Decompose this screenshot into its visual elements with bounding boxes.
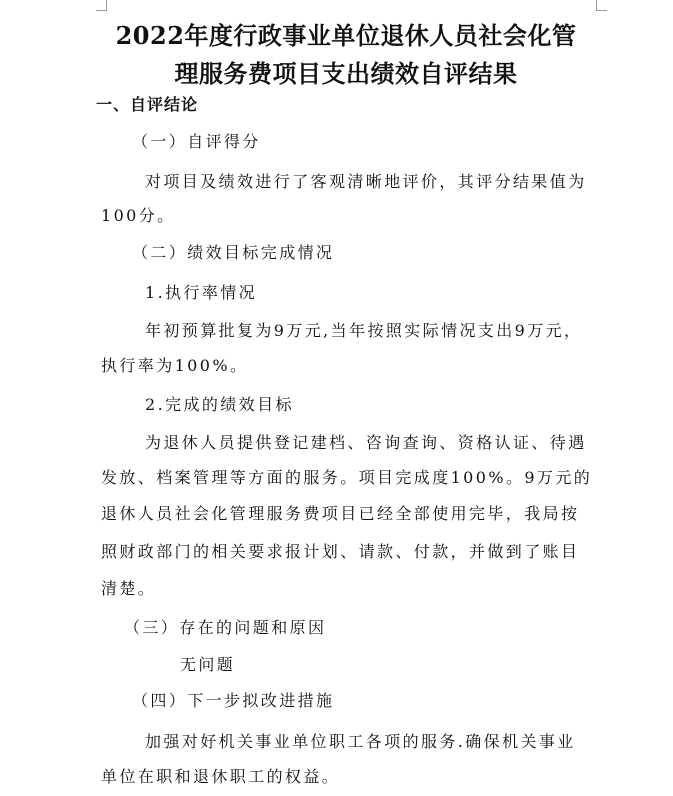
paragraph-no-problems: 无问题 xyxy=(180,655,236,674)
paragraph-execution-rate-line-2: 执行率为100%。 xyxy=(101,356,249,375)
subsection-heading-next-improvements: （四）下一步拟改进措施 xyxy=(132,691,335,710)
paragraph-execution-rate-line-1: 年初预算批复为9万元,当年按照实际情况支出9万元， xyxy=(145,321,583,340)
document-title-line-2: 理服务费项目支出绩效自评结果 xyxy=(174,59,518,88)
crop-mark-top-left xyxy=(96,0,107,11)
paragraph-score-line-1: 对项目及绩效进行了客观清晰地评价，其评分结果值为 xyxy=(145,172,587,191)
paragraph-score-line-2: 100分。 xyxy=(101,206,176,225)
paragraph-completed-goals-line-1: 为退休人员提供登记建档、咨询查询、资格认证、待遇 xyxy=(145,433,587,452)
document-title-line-1: 2022年度行政事业单位退休人员社会化管 xyxy=(115,21,577,50)
paragraph-completed-goals-line-2: 发放、档案管理等方面的服务。项目完成度100%。9万元的 xyxy=(101,468,593,487)
paragraph-completed-goals-line-3: 退休人员社会化管理服务费项目已经全部使用完毕，我局按 xyxy=(101,504,580,523)
paragraph-improvements-line-2: 单位在职和退休职工的权益。 xyxy=(101,767,341,786)
paragraph-improvements-line-1: 加强对好机关事业单位职工各项的服务.确保机关事业 xyxy=(145,732,576,751)
paragraph-completed-goals-line-4: 照财政部门的相关要求报计划、请款、付款，并做到了账目 xyxy=(101,542,580,561)
subsection-heading-problems-and-causes: （三）存在的问题和原因 xyxy=(124,618,327,637)
subsection-heading-self-evaluation-score: （一）自评得分 xyxy=(132,132,261,151)
item-heading-execution-rate: 1.执行率情况 xyxy=(145,283,258,302)
item-heading-completed-goals: 2.完成的绩效目标 xyxy=(145,395,294,414)
paragraph-completed-goals-line-5: 清楚。 xyxy=(101,579,157,598)
section-heading-self-evaluation-conclusion: 一、自评结论 xyxy=(96,95,199,114)
crop-mark-top-right xyxy=(596,0,607,11)
subsection-heading-goal-completion: （二）绩效目标完成情况 xyxy=(132,243,335,262)
